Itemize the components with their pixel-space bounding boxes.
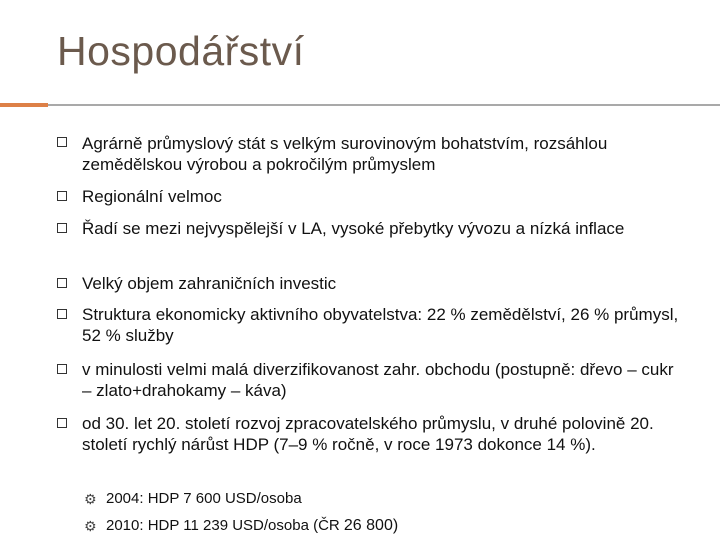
title-rule bbox=[48, 104, 720, 106]
bullet-text: Velký objem zahraničních investic bbox=[82, 274, 337, 293]
square-bullet-icon bbox=[57, 137, 67, 147]
bullet-text: Regionální velmoc bbox=[82, 187, 222, 206]
square-bullet-icon bbox=[57, 364, 67, 374]
subbullet-text bbox=[106, 517, 398, 535]
subbullet-text: 2004: HDP 7 600 USD/osoba bbox=[106, 490, 302, 507]
bullet-text: Struktura ekonomicky aktivního obyvatelstva: 22 % zemědělství, 26 % průmysl, 52 % služby bbox=[82, 305, 679, 345]
bullet-text: od 30. let 20. století rozvoj zpracovatelského průmyslu, v druhé polovině 20. století rychlý nárůst HDP (7–9 % ročně, v roce 1973 dokonce 14 %). bbox=[82, 414, 654, 454]
square-bullet-icon bbox=[57, 309, 67, 319]
square-bullet-icon bbox=[57, 191, 67, 201]
bullet-text: Agrárně průmyslový stát s velkým surovinovým bohatstvím, rozsáhlou zemědělskou výrobou a pokročilým průmyslem bbox=[82, 134, 608, 174]
square-bullet-icon bbox=[57, 418, 67, 428]
subbullet-emphasis: 26 800) bbox=[343, 517, 399, 534]
title-rule-accent bbox=[0, 103, 48, 107]
bullet-text: v minulosti velmi malá diverzifikovanost zahr. obchodu (postupně: dřevo – cukr – zlato+drahokamy – káva) bbox=[82, 360, 674, 400]
gear-bullet-icon: ⚙ bbox=[84, 518, 97, 534]
square-bullet-icon bbox=[57, 223, 67, 233]
subbullet-text-main: 2010: HDP 11 239 USD/osoba (ČR bbox=[106, 517, 344, 534]
bullet-text: Řadí se mezi nejvyspělejší v LA, vysoké přebytky vývozu a nízká inflace bbox=[82, 219, 625, 238]
gear-bullet-icon: ⚙ bbox=[84, 491, 97, 507]
slide-title: Hospodářství bbox=[57, 28, 305, 74]
square-bullet-icon bbox=[57, 278, 67, 288]
